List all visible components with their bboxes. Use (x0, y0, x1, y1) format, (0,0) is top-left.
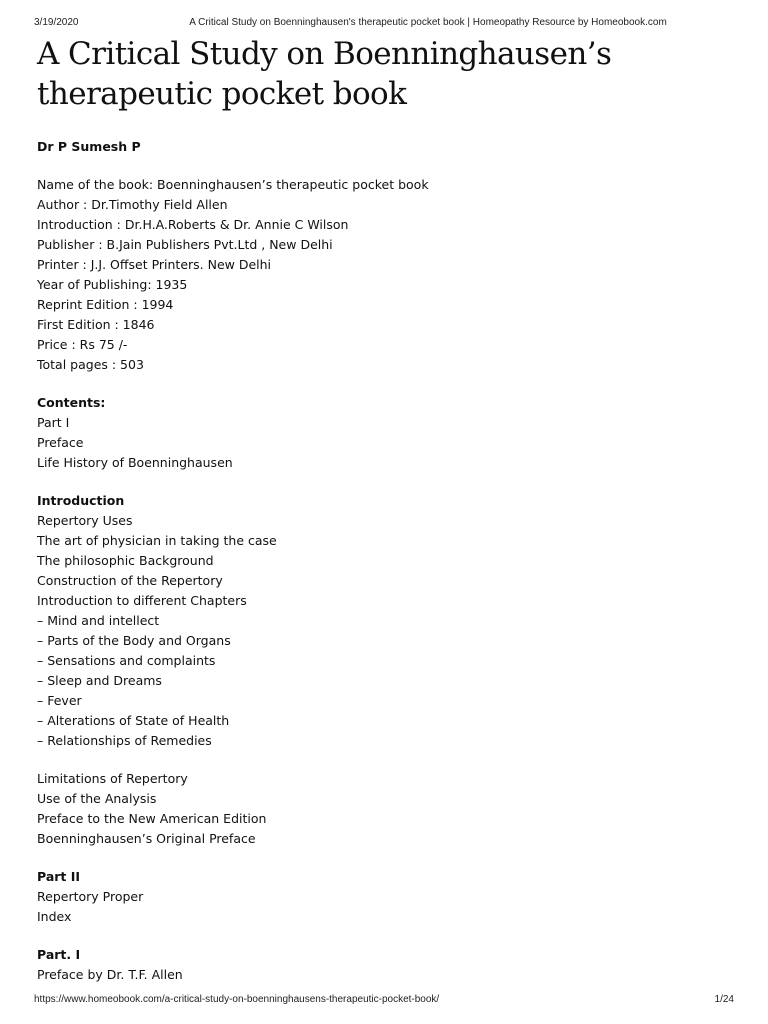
author-byline: Dr P Sumesh P (37, 139, 141, 154)
list-item: The philosophic Background (37, 553, 214, 568)
list-item: Construction of the Repertory (37, 573, 223, 588)
list-item: First Edition : 1846 (37, 317, 155, 332)
list-item: – Sleep and Dreams (37, 673, 162, 688)
book-details-list (37, 175, 429, 375)
introduction-heading: Introduction (37, 493, 125, 508)
list-item: Repertory Proper (37, 889, 144, 904)
list-item: – Relationships of Remedies (37, 733, 212, 748)
list-item: Name of the book: Boenninghausen’s therapeutic pocket book (37, 177, 429, 192)
list-item: Repertory Uses (37, 513, 133, 528)
list-item: Year of Publishing: 1935 (37, 277, 188, 292)
list-item: – Parts of the Body and Organs (37, 633, 231, 648)
list-item: – Mind and intellect (37, 613, 160, 628)
article-body (37, 137, 429, 985)
list-item: Preface (37, 435, 84, 450)
list-item: Price : Rs 75 /- (37, 337, 128, 352)
list-item: Index (37, 909, 72, 924)
list-item: Author : Dr.Timothy Field Allen (37, 197, 228, 212)
list-item: Introduction : Dr.H.A.Roberts & Dr. Annie C Wilson (37, 217, 349, 232)
list-item: – Alterations of State of Health (37, 713, 230, 728)
list-item: The art of physician in taking the case (37, 533, 277, 548)
list-item: Preface to the New American Edition (37, 811, 267, 826)
contents-heading: Contents: (37, 395, 106, 410)
print-footer-url: https://www.homeobook.com/a-critical-study-on-boenninghausens-therapeutic-pocket-book/ (34, 994, 440, 1005)
list-item: Boenninghausen’s Original Preface (37, 831, 256, 846)
print-date: 3/19/2020 (34, 17, 79, 28)
list-item: – Fever (37, 693, 82, 708)
list-item: Preface by Dr. T.F. Allen (37, 967, 183, 982)
page-number: 1/24 (714, 994, 734, 1005)
list-item: Printer : J.J. Offset Printers. New Delhi (37, 257, 272, 272)
article-title: A Critical Study on Boenninghausen’s therapeutic pocket book (37, 36, 612, 112)
list-item: Limitations of Repertory (37, 771, 188, 786)
list-item: Life History of Boenninghausen (37, 455, 233, 470)
part2-heading: Part II (37, 869, 81, 884)
list-item: Publisher : B.Jain Publishers Pvt.Ltd , New Delhi (37, 237, 333, 252)
list-item: Part I (37, 415, 70, 430)
list-item: – Sensations and complaints (37, 653, 216, 668)
list-item: Introduction to different Chapters (37, 593, 247, 608)
list-item: Total pages : 503 (37, 357, 144, 372)
list-item: Reprint Edition : 1994 (37, 297, 174, 312)
print-header-title: A Critical Study on Boenninghausen's therapeutic pocket book | Homeopathy Resource by Homeobook.com (189, 17, 667, 28)
part1-heading: Part. I (37, 947, 81, 962)
list-item: Use of the Analysis (37, 791, 157, 806)
